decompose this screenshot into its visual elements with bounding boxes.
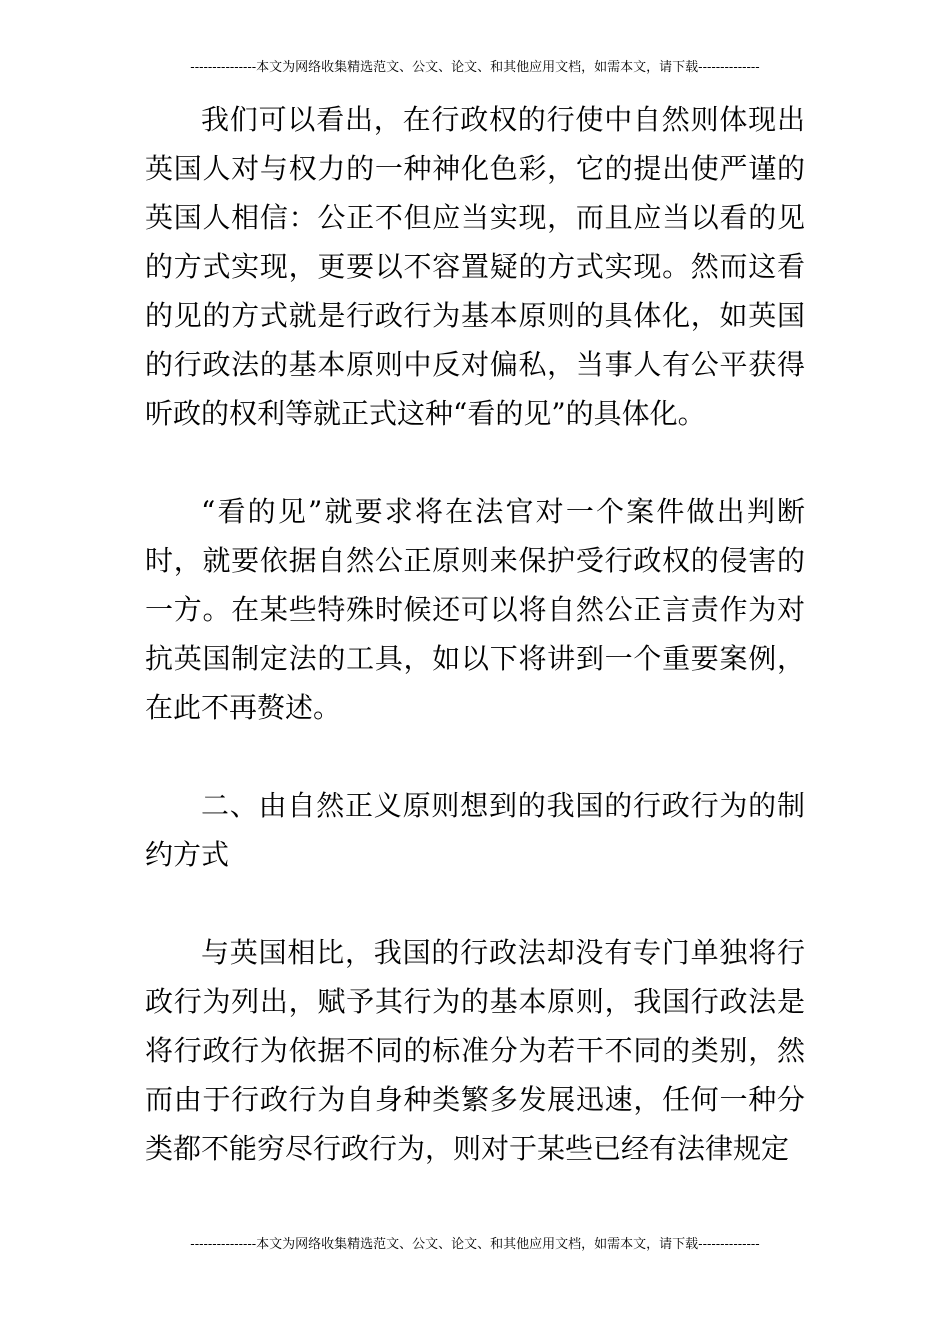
document-body: [145, 95, 805, 1173]
paragraph-1: 我们可以看出，在行政权的行使中自然则体现出英国人对与权力的一种神化色彩，它的提出使严谨的英国人相信：公正不但应当实现，而且应当以看的见的方式实现，更要以不容置疑的方式实现。然而这看的见的方式就是行政行为基本原则的具体化，如英国的行政法的基本原则中反对偏私，当事人有公平获得听政的权利等就正式这种“看的见”的具体化。: [145, 103, 805, 430]
paragraph-spacer: [145, 879, 805, 928]
page-header-notice: ---------------本文为网络收集精选范文、公文、论文、和其他应用文档，如需本文，请下载--------------: [190, 60, 760, 75]
paragraph-2: “看的见”就要求将在法官对一个案件做出判断时，就要依据自然公正原则来保护受行政权的侵害的一方。在某些特殊时候还可以将自然公正言责作为对抗英国制定法的工具，如以下将讲到一个重要案例，在此不再赘述。: [145, 495, 805, 724]
section-heading: 二、由自然正义原则想到的我国的行政行为的制约方式: [145, 789, 805, 871]
paragraph-spacer: [145, 732, 805, 781]
paragraph-spacer: [145, 438, 805, 487]
page-footer-notice: ---------------本文为网络收集精选范文、公文、论文、和其他应用文档，如需本文，请下载--------------: [190, 1237, 760, 1252]
paragraph-3: 与英国相比，我国的行政法却没有专门单独将行政行为列出，赋予其行为的基本原则，我国行政法是将行政行为依据不同的标准分为若干不同的类别，然而由于行政行为自身种类繁多发展迅速，任何一种分类都不能穷尽行政行为，则对于某些已经有法律规定: [145, 936, 805, 1165]
